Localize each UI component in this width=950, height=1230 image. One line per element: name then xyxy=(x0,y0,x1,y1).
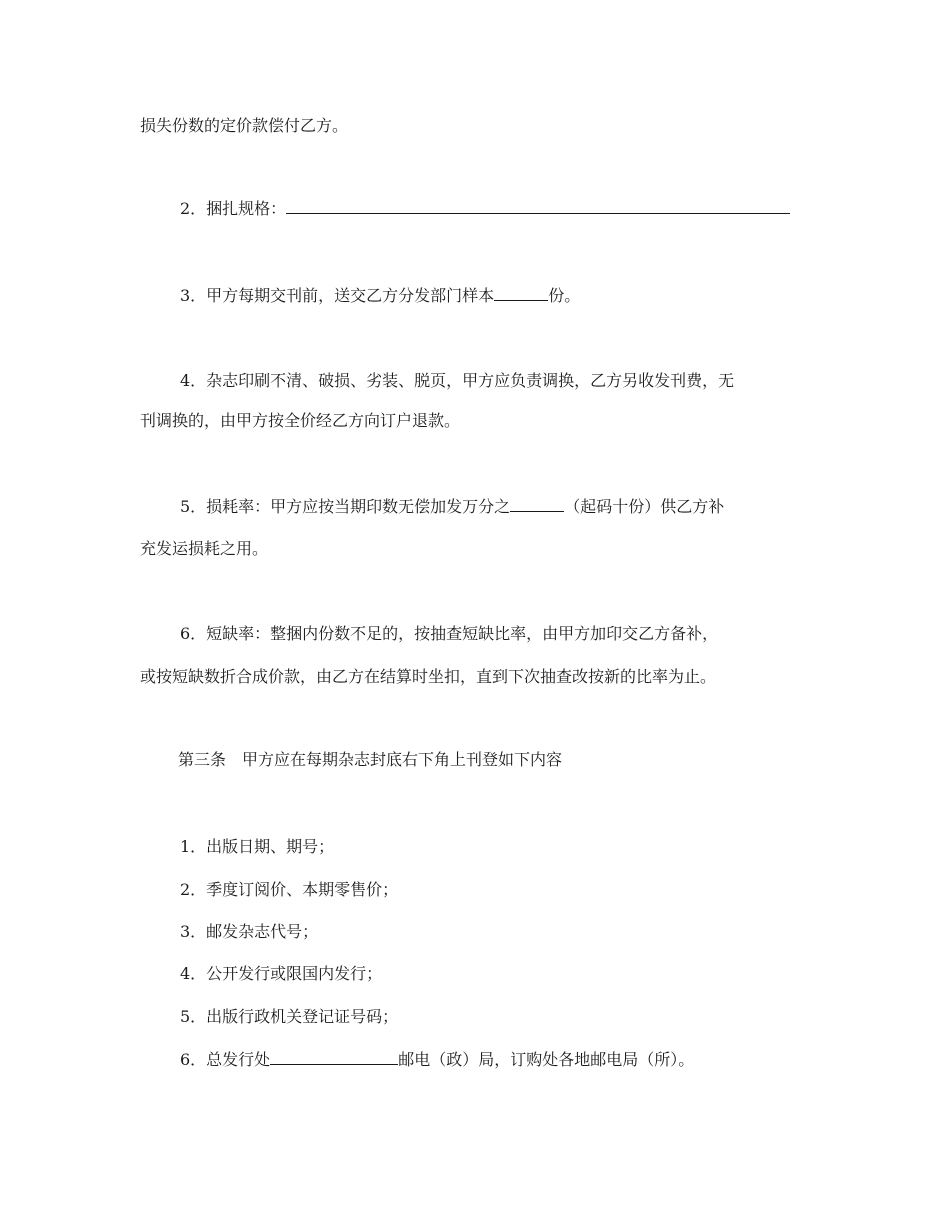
list-item-6 xyxy=(180,1050,694,1070)
list-item-1: 1．出版日期、期号； xyxy=(180,837,335,856)
item-5-line-1 xyxy=(180,497,724,517)
item-3-samples xyxy=(180,286,580,306)
item-5-text-pre: 5．损耗率：甲方应按当期印数无偿加发万分之 xyxy=(180,497,511,516)
item-4-line-2: 刊调换的，由甲方按全价经乙方向订户退款。 xyxy=(140,411,461,430)
item-4-line-1: 4．杂志印刷不清、破损、劣装、脱页，甲方应负责调换，乙方另收发刊费，无 xyxy=(180,371,735,390)
binding-spec-blank xyxy=(286,199,790,214)
item-3-text-post: 份。 xyxy=(548,286,581,305)
item-3-text-pre: 3．甲方每期交刊前，送交乙方分发部门样本 xyxy=(180,286,495,305)
item-6-line-1: 6．短缺率：整捆内份数不足的，按抽查短缺比率，由甲方加印交乙方备补， xyxy=(180,624,719,643)
item-2-label: 2．捆扎规格： xyxy=(180,199,287,218)
item-5-text-post: （起码十份）供乙方补 xyxy=(564,497,725,516)
item-6-line-2: 或按短缺数折合成价款，由乙方在结算时坐扣，直到下次抽查改按新的比率为止。 xyxy=(140,667,717,686)
list-item-5: 5．出版行政机关登记证号码； xyxy=(180,1007,399,1026)
list-item-6-text-post: 邮电（政）局，订购处各地邮电局（所）。 xyxy=(398,1050,695,1069)
item-5-line-2: 充发运损耗之用。 xyxy=(140,539,269,558)
paragraph-continuation: 损失份数的定价款偿付乙方。 xyxy=(140,116,349,135)
loss-rate-blank xyxy=(510,497,564,512)
list-item-3: 3．邮发杂志代号； xyxy=(180,922,319,941)
sample-count-blank xyxy=(494,286,548,301)
list-item-4: 4．公开发行或限国内发行； xyxy=(180,964,383,983)
list-item-2: 2．季度订阅价、本期零售价； xyxy=(180,880,399,899)
distributor-blank xyxy=(270,1050,398,1065)
list-item-6-text-pre: 6．总发行处 xyxy=(180,1050,271,1069)
item-2-binding-spec xyxy=(180,199,790,219)
article-3-heading: 第三条 甲方应在每期杂志封底右下角上刊登如下内容 xyxy=(178,750,563,769)
